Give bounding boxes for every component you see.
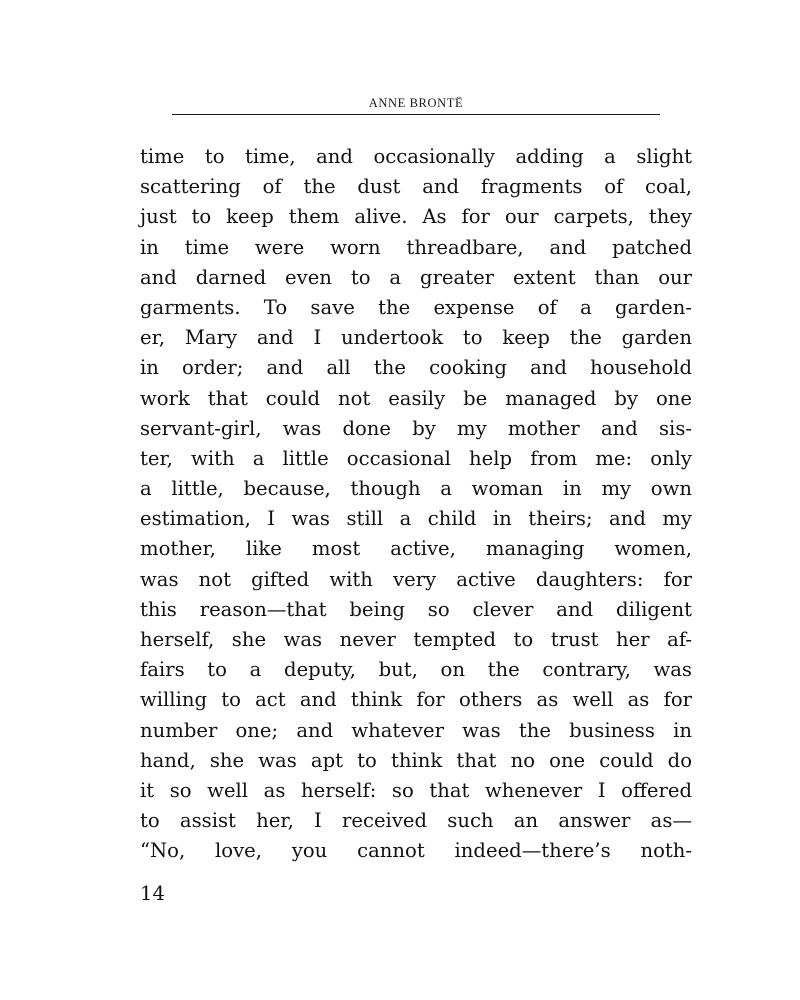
text-line: scattering of the dust and fragments of coal, [140,175,692,199]
text-line: in time were worn threadbare, and patched [140,235,692,259]
text-line: and darned even to a greater extent than our [140,265,692,289]
text-line: willing to act and think for others as well as for [140,688,692,712]
running-head-title: ANNE BRONTË [368,96,464,110]
body-text [140,142,692,867]
text-line: number one; and whatever was the business in [140,718,692,742]
text-line: estimation, I was still a child in theirs; and my [140,507,692,531]
text-line: hand, she was apt to think that no one could do [140,748,692,772]
text-line: garments. To save the expense of a garden- [140,295,692,319]
text-line: “No, love, you cannot indeed—there’s noth- [140,839,692,863]
text-line: er, Mary and I undertook to keep the garden [140,326,692,350]
text-line: to assist her, I received such an answer as— [140,809,692,833]
text-line: was not gifted with very active daughters: for [140,567,692,591]
text-line: a little, because, though a woman in my own [140,477,692,501]
text-line: fairs to a deputy, but, on the contrary, was [140,658,692,682]
text-line: this reason—that being so clever and diligent [140,597,692,621]
text-line: herself, she was never tempted to trust her af- [140,628,692,651]
text-line: work that could not easily be managed by one [140,386,692,410]
page-number: 14 [140,882,165,905]
text-line: mother, like most active, managing women, [140,537,692,561]
text-line: ter, with a little occasional help from me: only [140,446,692,470]
text-line: time to time, and occasionally adding a slight [140,145,692,168]
text-line: servant-girl, was done by my mother and sis- [140,416,692,440]
text-line: in order; and all the cooking and household [140,356,692,380]
running-head [172,94,660,115]
text-line: it so well as herself: so that whenever I offered [140,778,692,802]
text-line: just to keep them alive. As for our carpets, they [140,205,692,229]
